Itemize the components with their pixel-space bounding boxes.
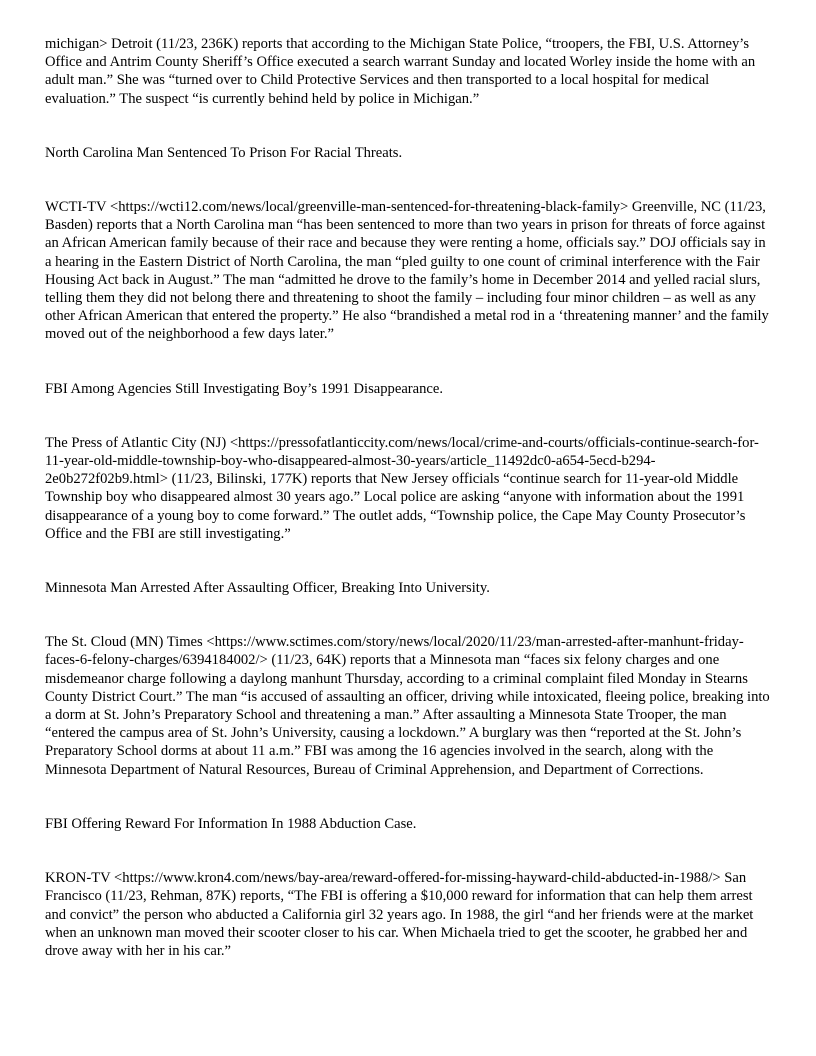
article-body-michigan: michigan> Detroit (11/23, 236K) reports that according to the Michigan State Police, “troopers, the FBI, U.S. Attorney’s Office and Antrim County Sheriff’s Office executed a search warrant Sunday and located Worley inside the home with an adult man.” She was “turned over to Child Protective Services and then transported to a local hospital for medical evaluation.” The suspect “is currently behind held by police in Michigan.”	[45, 36, 756, 107]
article-body-atlantic-city: The Press of Atlantic City (NJ) <https://pressofatlanticcity.com/news/local/crime-and-courts/officials-continue-search-for-11-year-old-middle-township-boy-who-disappeared-almost-30-years/article_11492dc0-a654-5ecd-b294-2e0b272f02b9.html> (11/23, Bilinski, 177K) reports that New Jersey officials “continue search for 11-year-old Middle Township boy who disappeared almost 30 years ago.” Local police are asking “anyone with information about the 1991 disappearance of a young boy to come forward.” The outlet adds, “Township police, the Cape May County Prosecutor’s Office and the FBI are still investigating.”	[45, 434, 759, 542]
headline-fbi-1991: FBI Among Agencies Still Investigating Boy’s 1991 Disappearance.	[45, 380, 444, 397]
article-body-kron: KRON-TV <https://www.kron4.com/news/bay-area/reward-offered-for-missing-hayward-child-abducted-in-1988/> San Francisco (11/23, Rehman, 87K) reports, “The FBI is offering a $10,000 reward for information that can help them arrest and convict” the person who abducted a California girl 32 years ago. In 1988, the girl “and her friends were at the market when an unknown man moved their scooter closer to his car. When Michaela tried to get the scooter, he grabbed her and drove away with her in his car.”	[45, 870, 754, 959]
paragraph-spacer	[45, 543, 775, 579]
paragraph-spacer	[45, 833, 775, 869]
article-body-north-carolina: WCTI-TV <https://wcti12.com/news/local/greenville-man-sentenced-for-threatening-black-family> Greenville, NC (11/23, Basden) reports that a North Carolina man “has been sentenced to more than two years in prison for threats of force against an African American family because of their race and because they were renting a home, officials say.” DOJ officials say in a hearing in the Eastern District of North Carolina, the man “pled guilty to one count of criminal interference with the Fair Housing Act back in August.” The man “admitted he drove to the family’s home in December 2014 and yelled racial slurs, telling them they did not belong there and threatening to shoot the family – including four minor children – as well as any other African American that entered the property.” He also “brandished a metal rod in a ‘threatening manner’ and the family moved out of the neighborhood a few days later.”	[45, 199, 769, 343]
headline-north-carolina: North Carolina Man Sentenced To Prison For Racial Threats.	[45, 144, 403, 161]
paragraph-spacer	[45, 779, 775, 815]
document-page	[45, 35, 775, 960]
paragraph-spacer	[45, 108, 775, 144]
paragraph-spacer	[45, 597, 775, 633]
paragraph-spacer	[45, 162, 775, 198]
headline-fbi-1988: FBI Offering Reward For Information In 1988 Abduction Case.	[45, 815, 417, 832]
article-body-st-cloud: The St. Cloud (MN) Times <https://www.sctimes.com/story/news/local/2020/11/23/man-arrested-after-manhunt-friday-faces-6-felony-charges/6394184002/> (11/23, 64K) reports that a Minnesota man “faces six felony charges and one misdemeanor charge following a daylong manhunt Thursday, according to a criminal complaint filed Monday in Stearns County District Court.” The man “is accused of assaulting an officer, driving while intoxicated, fleeing police, breaking into a dorm at St. John’s Preparatory School and threatening a man.” After assaulting a Minnesota State Trooper, the man “entered the campus area of St. John’s University, causing a lockdown.” A burglary was then “reported at the St. John’s Preparatory School dorms at about 11 a.m.” FBI was among the 16 agencies involved in the search, along with the Minnesota Department of Natural Resources, Bureau of Criminal Apprehension, and Department of Corrections.	[45, 634, 770, 778]
headline-minnesota: Minnesota Man Arrested After Assaulting Officer, Breaking Into University.	[45, 580, 490, 597]
paragraph-spacer	[45, 344, 775, 380]
paragraph-spacer	[45, 398, 775, 434]
